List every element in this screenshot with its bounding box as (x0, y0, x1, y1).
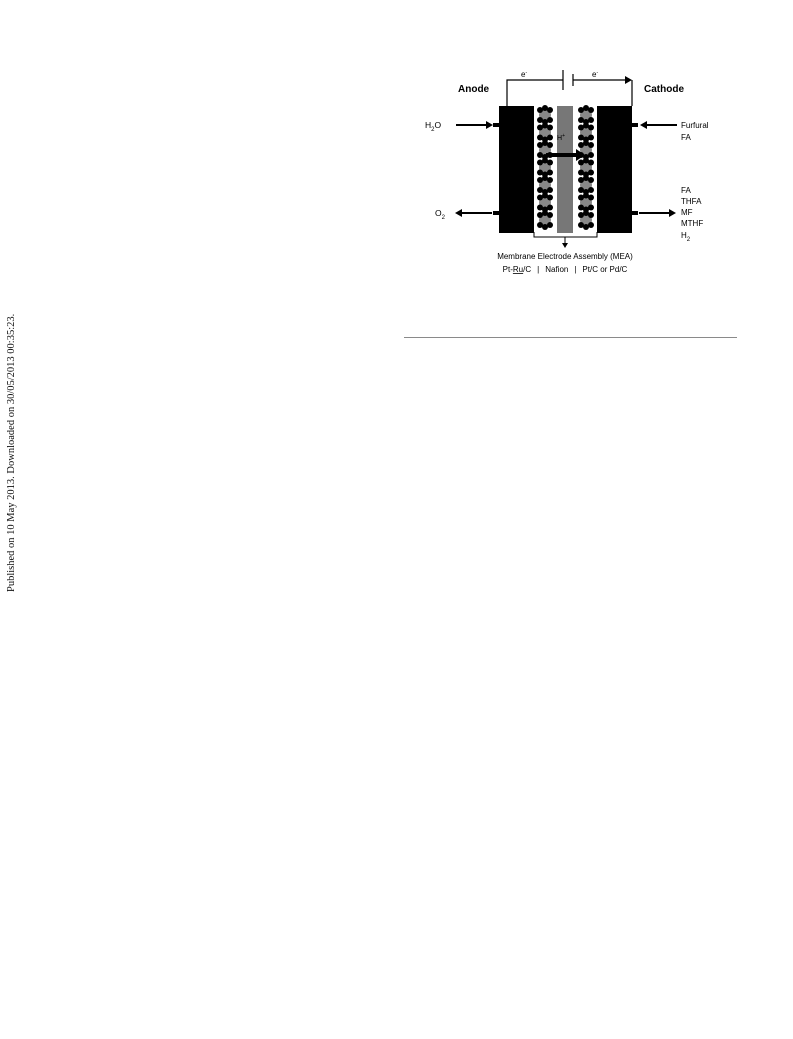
product-item: FA (681, 186, 691, 195)
anode-out-port (493, 211, 500, 215)
catalyst-particle (583, 175, 589, 181)
cathode-catalyst-layer (578, 105, 594, 230)
catalyst-particle (542, 193, 548, 199)
cathode-in-port (631, 123, 638, 127)
mea-components: Pt-Ru/C | Nafion | Pt/C or Pd/C (502, 265, 628, 274)
fuel-cell-diagram (400, 60, 740, 290)
cathode-feed-item: Furfural (681, 121, 709, 130)
catalyst-particle (542, 105, 548, 111)
catalyst-particle (583, 123, 589, 129)
publication-note: Published on 10 May 2013. Downloaded on 30/05/2013 00:35:23. (6, 313, 17, 592)
catalyst-particle (583, 105, 589, 111)
catalyst-particle (542, 140, 548, 146)
electron-label-left: e- (521, 70, 528, 79)
anode-plate (499, 106, 534, 233)
oxygen-label: $O_2$ (435, 208, 445, 221)
product-item: MF (681, 208, 693, 217)
mea-title: Membrane Electrode Assembly (MEA) (497, 252, 633, 261)
catalyst-particle (542, 123, 548, 129)
cathode-plate (597, 106, 632, 233)
catalyst-particle (583, 193, 589, 199)
catalyst-particle (583, 224, 589, 230)
water-label: $H_2O$ (425, 120, 442, 133)
electron-label-right: e- (592, 70, 599, 79)
catalyst-particle (542, 224, 548, 230)
catalyst-particle (583, 210, 589, 216)
catalyst-particle (542, 158, 548, 164)
circuit-arrow-head (625, 76, 632, 84)
product-item: $H_2$ (681, 231, 691, 243)
nafion-membrane (557, 106, 573, 233)
product-item: MTHF (681, 219, 704, 228)
anode-catalyst-layer (537, 105, 553, 230)
proton-label: H+ (557, 133, 565, 142)
catalyst-particle (583, 140, 589, 146)
cathode-out-port (631, 211, 638, 215)
product-item: THFA (681, 197, 702, 206)
cathode-feed-item: FA (681, 133, 691, 142)
cathode-label: Cathode (644, 84, 684, 95)
catalyst-particle (542, 175, 548, 181)
divider-line (404, 337, 737, 338)
anode-label: Anode (458, 84, 490, 95)
anode-in-port (493, 123, 500, 127)
catalyst-particle (583, 158, 589, 164)
catalyst-particle (542, 210, 548, 216)
